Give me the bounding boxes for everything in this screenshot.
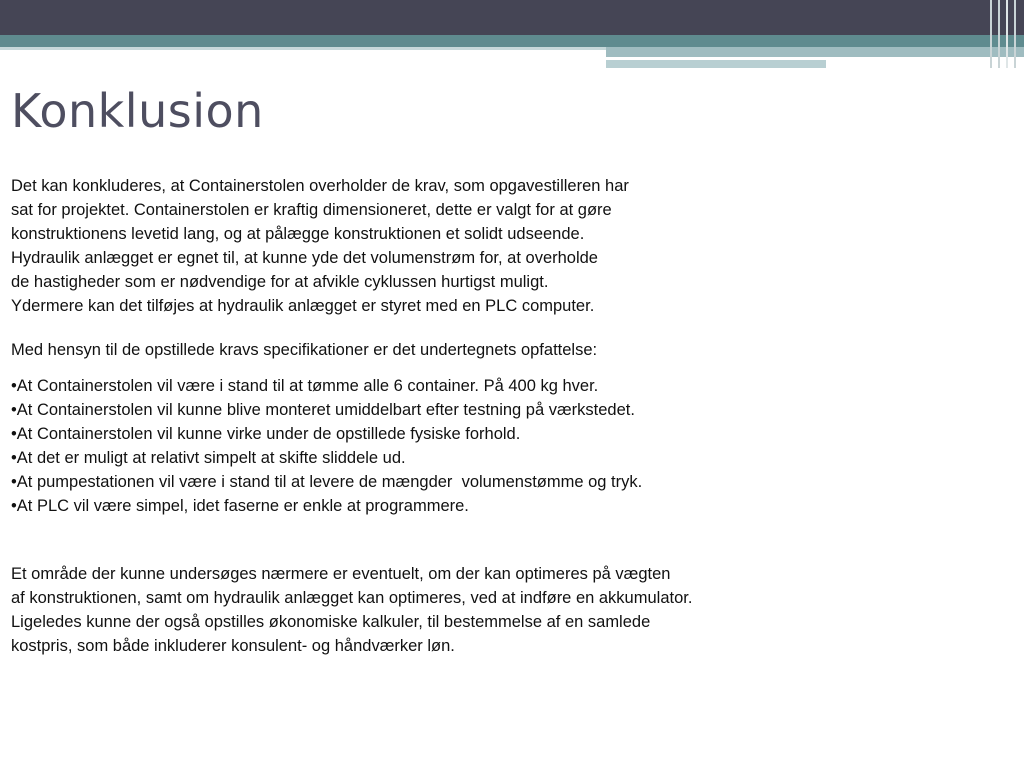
text-line: sat for projektet. Containerstolen er kraftig dimensioneret, dette er valgt for at gøre [11,201,612,219]
slide-body [11,174,1011,658]
list-item: •At det er muligt at relativt simpelt at skifte sliddele ud. [11,449,406,467]
text-line: kostpris, som både inkluderer konsulent- og håndværker løn. [11,637,455,655]
header-stripe [1014,0,1016,68]
text-line: Ydermere kan det tilføjes at hydraulik anlægget er styret med en PLC computer. [11,297,595,315]
header-band-dark [0,0,1024,35]
text-line: Hydraulik anlægget er egnet til, at kunne yde det volumenstrøm for, at overholde [11,249,598,267]
header-band-right [606,47,1024,57]
text-line: konstruktionens levetid lang, og at pålægge konstruktionen et solidt udseende. [11,225,585,243]
header-band-light [0,47,606,50]
bullet-list [11,374,1011,518]
list-item: •At Containerstolen vil kunne virke under de opstillede fysiske forhold. [11,425,521,443]
text-line: af konstruktionen, samt om hydraulik anlægget kan optimeres, ved at indføre en akkumulator. [11,589,693,607]
list-item: •At pumpestationen vil være i stand til at levere de mængder volumenstømme og tryk. [11,473,643,491]
intro-line: Med hensyn til de opstillede kravs specifikationer er det undertegnets opfattelse: [11,341,598,359]
list-item: •At Containerstolen vil være i stand til at tømme alle 6 container. På 400 kg hver. [11,377,599,395]
header-stripe [990,0,992,68]
further-work-paragraph [11,562,1011,658]
list-item: •At PLC vil være simpel, idet faserne er enkle at programmere. [11,497,469,515]
text-line: Ligeledes kunne der også opstilles økonomiske kalkuler, til bestemmelse af en samlede [11,613,651,631]
list-item: •At Containerstolen vil kunne blive monteret umiddelbart efter testning på værkstedet. [11,401,635,419]
text-line: Det kan konkluderes, at Containerstolen overholder de krav, som opgavestilleren har [11,177,629,195]
header-stripe [1006,0,1008,68]
header-band-right-lower [606,60,826,68]
header-stripe [998,0,1000,68]
header-band-teal [0,35,1024,47]
conclusion-paragraph [11,174,1011,318]
text-line: de hastigheder som er nødvendige for at afvikle cyklussen hurtigst muligt. [11,273,549,291]
slide-title: Konklusion [11,84,264,138]
text-line: Et område der kunne undersøges nærmere er eventuelt, om der kan optimeres på vægten [11,565,671,583]
